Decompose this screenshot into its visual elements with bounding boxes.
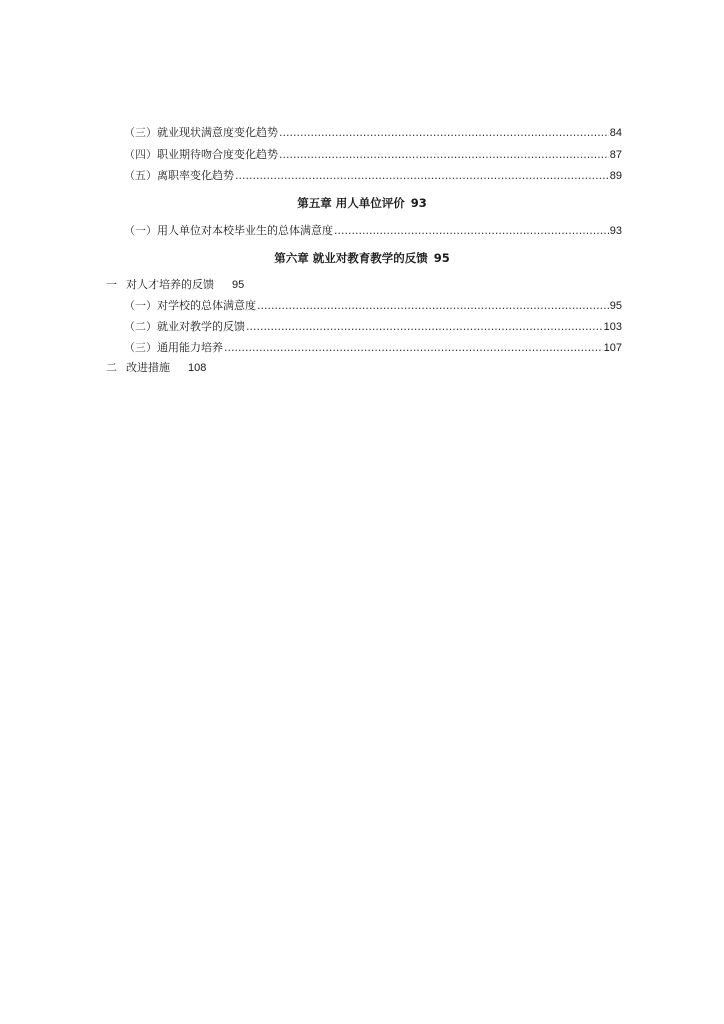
toc-entry[interactable] (124, 148, 622, 162)
toc-entry[interactable] (124, 224, 622, 238)
toc-entry-page: 84 (609, 127, 622, 139)
toc-entry-number: （四） (124, 148, 157, 161)
section-title: 对人才培养的反馈 (126, 278, 214, 291)
toc-entry-number: （三） (124, 341, 157, 354)
chapter-title: 第五章 用人单位评价 (297, 196, 405, 210)
toc-entry-page: 95 (609, 300, 622, 312)
toc-entry-title: 就业对教学的反馈 (157, 320, 245, 333)
toc-entry[interactable] (124, 341, 622, 355)
section-page: 95 (232, 279, 245, 291)
toc-entry-page: 87 (609, 149, 622, 161)
toc-entry-title: 离职率变化趋势 (157, 169, 234, 182)
toc-chapter-heading[interactable] (0, 196, 724, 210)
toc-chapter-heading[interactable] (0, 251, 724, 265)
toc-entry-number: （五） (124, 169, 157, 182)
toc-entry-page: 103 (603, 321, 622, 333)
toc-entry-page: 107 (603, 342, 622, 354)
chapter-page: 95 (433, 251, 450, 265)
chapter-page: 93 (410, 196, 427, 210)
toc-entry[interactable] (124, 169, 622, 183)
toc-entry[interactable] (124, 320, 622, 334)
toc-entry-title: 就业现状满意度变化趋势 (157, 126, 278, 139)
toc-entry-title: 用人单位对本校毕业生的总体满意度 (157, 224, 333, 237)
toc-entry-title: 通用能力培养 (157, 341, 223, 354)
toc-leader-dots (279, 148, 609, 162)
toc-leader-dots (257, 299, 609, 313)
toc-entry[interactable] (124, 126, 622, 140)
toc-leader-dots (235, 169, 609, 183)
toc-entry-number: （三） (124, 126, 157, 139)
toc-leader-dots (334, 224, 609, 238)
chapter-title: 第六章 就业对教育教学的反馈 (274, 251, 428, 265)
section-page: 108 (188, 362, 207, 374)
toc-section-heading[interactable] (106, 278, 244, 292)
toc-entry-number: （一） (124, 224, 157, 237)
toc-leader-dots (246, 320, 603, 334)
toc-leader-dots (224, 341, 603, 355)
toc-leader-dots (279, 126, 609, 140)
toc-entry-number: （一） (124, 299, 157, 312)
toc-entry-number: （二） (124, 320, 157, 333)
section-title: 改进措施 (126, 361, 170, 374)
toc-entry-title: 对学校的总体满意度 (157, 299, 256, 312)
toc-entry-page: 89 (609, 170, 622, 182)
toc-entry[interactable] (124, 299, 622, 313)
toc-entry-title: 职业期待吻合度变化趋势 (157, 148, 278, 161)
section-number: 一 (106, 278, 117, 291)
toc-entry-page: 93 (609, 225, 622, 237)
toc-section-heading[interactable] (106, 361, 206, 375)
section-number: 二 (106, 361, 117, 374)
